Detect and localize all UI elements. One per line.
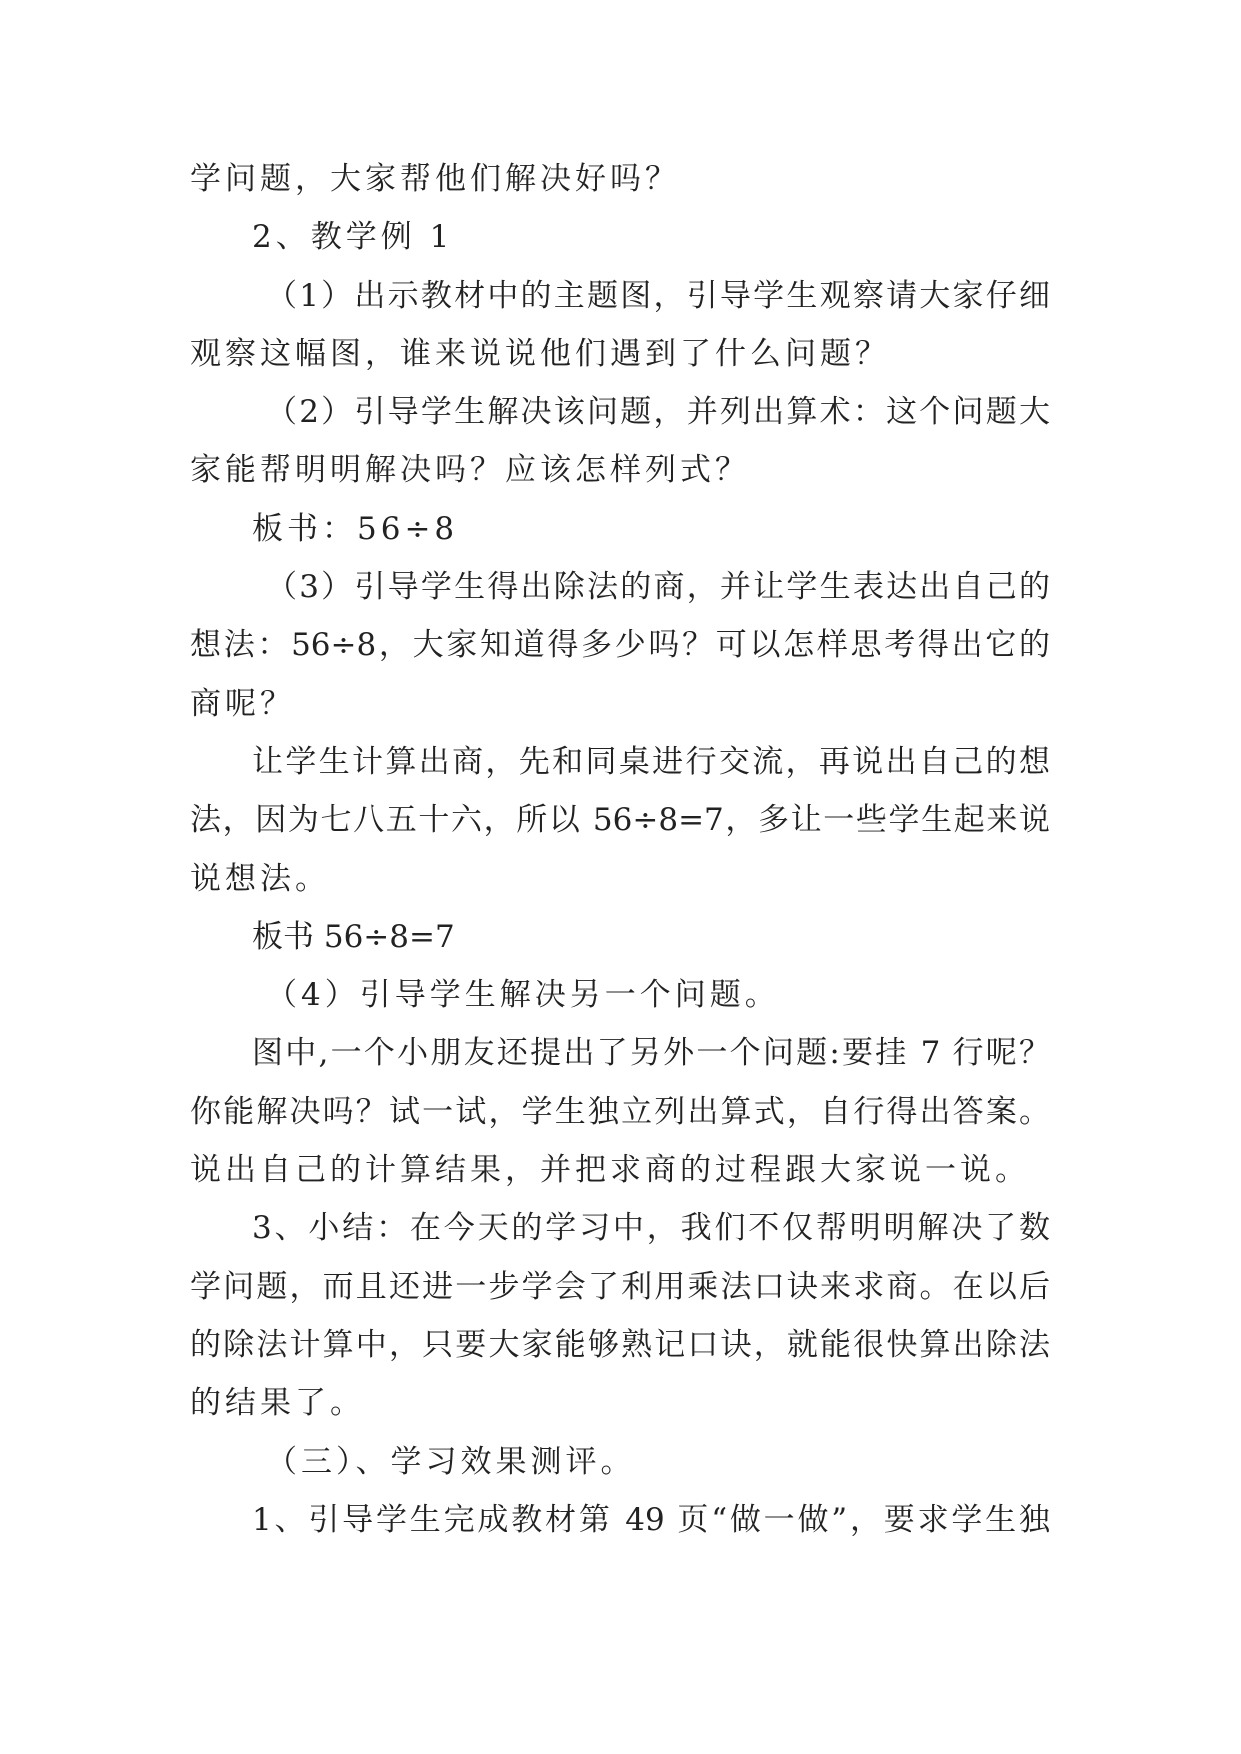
paragraph-line: 说出自己的计算结果，并把求商的过程跟大家说一说。: [190, 1152, 1030, 1189]
paragraph-line: 家能帮明明解决吗？应该怎样列式？: [190, 452, 750, 489]
paragraph-line: 3、小结：在今天的学习中，我们不仅帮明明解决了数: [252, 1210, 1050, 1247]
paragraph-line: 图中,一个小朋友还提出了另外一个问题:要挂 7 行呢？: [252, 1035, 1050, 1072]
paragraph-line: （3）引导学生得出除法的商，并让学生表达出自己的: [266, 569, 1050, 606]
paragraph-line: 你能解决吗？试一试，学生独立列出算式，自行得出答案。: [190, 1093, 1050, 1130]
paragraph-line: 的除法计算中，只要大家能够熟记口诀，就能很快算出除法: [190, 1326, 1050, 1363]
paragraph-line: 商呢？: [190, 685, 295, 722]
blackboard-note: 板书 56÷8=7: [252, 918, 455, 955]
paragraph-line: 想法：56÷8，大家知道得多少吗？可以怎样思考得出它的: [190, 627, 1050, 664]
section-heading: 2、教学例 1: [252, 219, 454, 256]
paragraph-line: （2）引导学生解决该问题，并列出算术：这个问题大: [266, 394, 1050, 431]
blackboard-note: 板书：56÷8: [252, 510, 459, 547]
paragraph-line: 让学生计算出商，先和同桌进行交流，再说出自己的想: [252, 743, 1050, 780]
document-body: [190, 150, 1050, 1549]
paragraph-line: 法，因为七八五十六，所以 56÷8=7，多让一些学生起来说: [190, 802, 1050, 839]
paragraph-line: 说想法。: [190, 860, 330, 897]
paragraph-line: （4）引导学生解决另一个问题。: [266, 977, 780, 1014]
paragraph-line: 观察这幅图，谁来说说他们遇到了什么问题？: [190, 335, 890, 372]
section-heading: （三）、学习效果测评。: [266, 1443, 636, 1480]
paragraph-line: 学问题，而且还进一步学会了利用乘法口诀来求商。在以后: [190, 1268, 1050, 1305]
paragraph-line: 的结果了。: [190, 1385, 365, 1422]
paragraph-line: 1、引导学生完成教材第 49 页“做一做”，要求学生独: [252, 1501, 1050, 1538]
paragraph-line: 学问题，大家帮他们解决好吗？: [190, 161, 680, 197]
paragraph-line: （1）出示教材中的主题图，引导学生观察请大家仔细: [266, 277, 1050, 314]
